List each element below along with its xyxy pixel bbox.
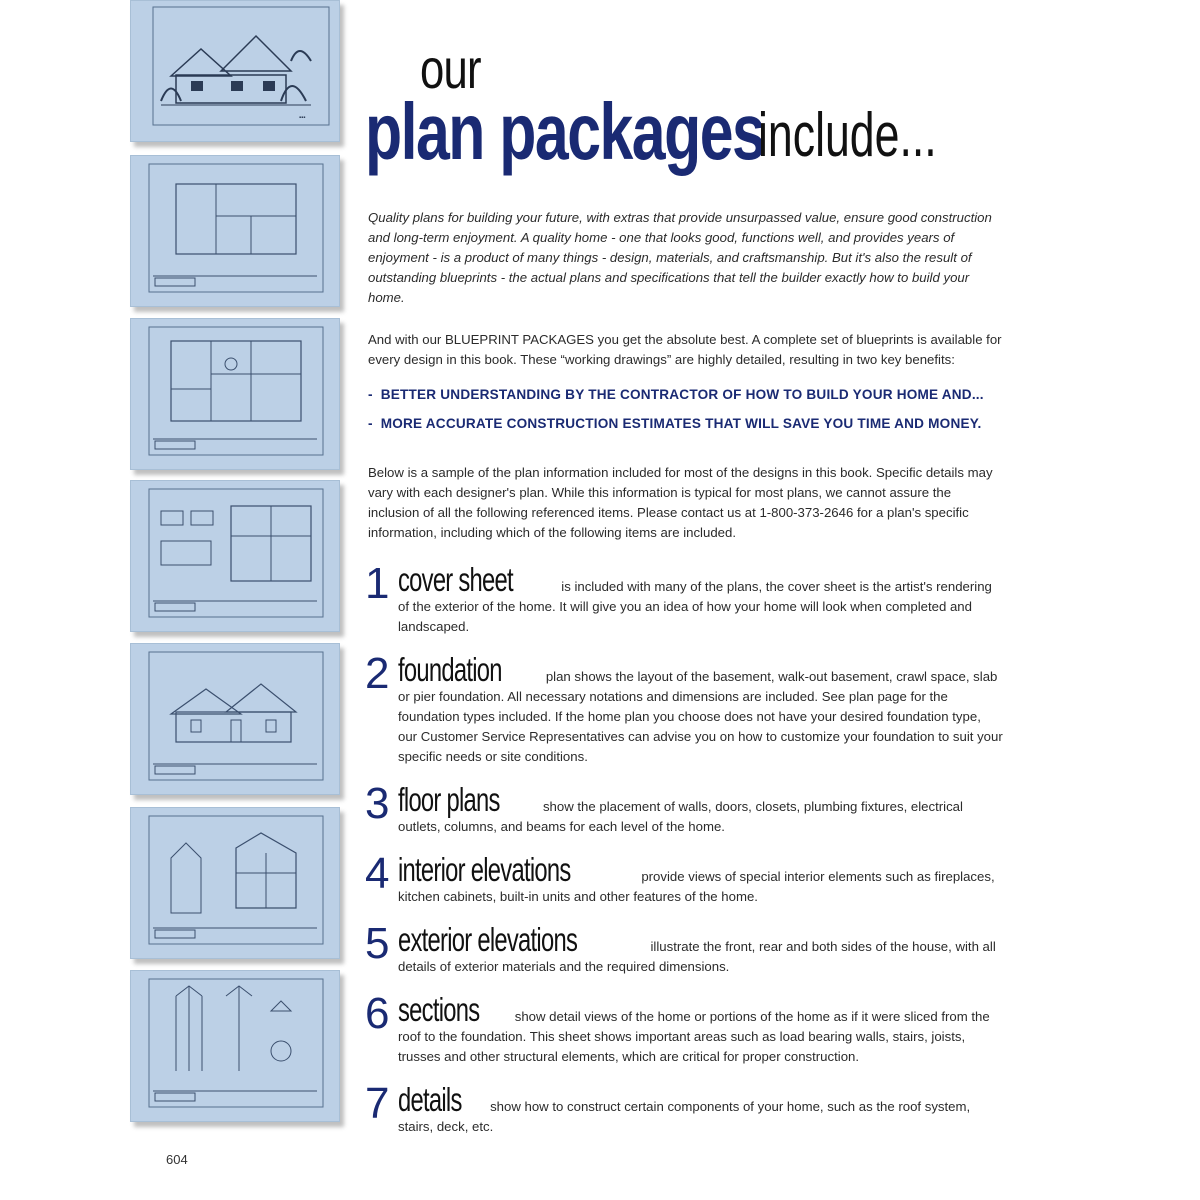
blueprint-packages-paragraph: And with our BLUEPRINT PACKAGES you get the absolute best. A complete set of blueprints is available for every design in this book. These “working drawings” are highly detailed, resulting in two key benefits: (368, 332, 1002, 367)
item-number: 4 (365, 849, 390, 898)
thumbnail-foundation (130, 155, 340, 307)
item-text: show detail views of the home or portions of the home as if it were sliced from the roof to the foundation. This sheet shows important areas such as load bearing walls, stairs, joists, trusses and other structural elements, which are critical for proper construction. (398, 1009, 990, 1064)
item-description (398, 1081, 1003, 1137)
thumbnail-cover-sheet (130, 0, 340, 142)
svg-text:▪▪▪: ▪▪▪ (299, 115, 306, 121)
item-number: 3 (365, 779, 390, 828)
item-text: is included with many of the plans, the cover sheet is the artist's rendering of the exterior of the home. It will give you an idea of how your home will look when completed and landscaped. (398, 579, 992, 634)
page-number: 604 (166, 1152, 188, 1167)
item-text: provide views of special interior elements such as fireplaces, kitchen cabinets, built-in units and other features of the home. (398, 869, 995, 904)
thumbnail-exterior-elevations (130, 643, 340, 795)
item-term: sections (398, 991, 480, 1028)
item-term: cover sheet (398, 561, 513, 598)
item-number: 7 (365, 1079, 390, 1128)
bullet-text: BETTER UNDERSTANDING BY THE CONTRACTOR OF HOW TO BUILD YOUR HOME AND... (380, 387, 984, 402)
title-line (365, 86, 937, 178)
sample-paragraph: Below is a sample of the plan information included for most of the designs in this book. Specific details may vary with each designer's plan. While this information is typical for most plans, we cannot assure the inclusion of all the following referenced items. Please contact us at 1-800-373-2646 for a plan's specific information, including which of the following items are included. (368, 465, 993, 540)
thumbnail-sections (130, 807, 340, 959)
blueprint-thumbnail-strip (130, 0, 347, 1128)
item-term: details (398, 1081, 462, 1118)
section-drawing (131, 808, 339, 958)
item-description (398, 851, 1003, 907)
foundation-plan-drawing (131, 156, 339, 306)
bullet-marker: - (368, 387, 373, 402)
bullet-marker: - (368, 416, 373, 431)
item-term: interior elevations (398, 851, 571, 888)
detail-drawing (131, 971, 339, 1121)
item-text: show the placement of walls, doors, closets, plumbing fixtures, electrical outlets, columns, and beams for each level of the home. (398, 799, 963, 834)
item-text: plan shows the layout of the basement, walk-out basement, crawl space, slab or pier foundation. All necessary notations and dimensions are included. See plan page for the foundation types included. If the home plan you choose does not have your desired foundation type, our Customer Service Representatives can advise you on how to customize your foundation to suit your specific needs or site conditions. (398, 669, 1003, 764)
exterior-elevation-drawing (131, 644, 339, 794)
title-include: include... (758, 101, 937, 170)
item-number: 1 (365, 559, 390, 608)
item-description (398, 651, 1003, 767)
benefit-bullet-1 (368, 387, 984, 402)
item-text: show how to construct certain components of your home, such as the roof system, stairs, deck, etc. (398, 1099, 971, 1134)
thumbnail-details (130, 970, 340, 1122)
item-description (398, 781, 1003, 837)
benefit-bullet-2 (368, 416, 981, 431)
item-term: foundation (398, 651, 502, 688)
item-number: 5 (365, 919, 390, 968)
house-rendering-drawing (131, 1, 339, 141)
bullet-text: MORE ACCURATE CONSTRUCTION ESTIMATES THAT WILL SAVE YOU TIME AND MONEY. (380, 416, 982, 431)
item-number: 2 (365, 649, 390, 698)
item-description (398, 561, 1003, 637)
floor-plan-drawing (131, 319, 339, 469)
thumbnail-interior-elevations (130, 480, 340, 632)
thumbnail-floor-plan (130, 318, 340, 470)
item-number: 6 (365, 989, 390, 1038)
title-plan-packages: plan packages (365, 87, 765, 176)
item-term: exterior elevations (398, 921, 578, 958)
item-description (398, 991, 1003, 1067)
intro-paragraph: Quality plans for building your future, with extras that provide unsurpassed value, ensure good construction and long-term enjoyment. A quality home - one that looks good, functions well, and provides years of enjoyment - is a product of many things - design, materials, and craftsmanship. But it's also the result of outstanding blueprints - the actual plans and specifications that tell the builder exactly how to build your home. (368, 210, 992, 305)
interior-elevation-drawing (131, 481, 339, 631)
item-text: illustrate the front, rear and both sides of the house, with all details of exterior materials and the required dimensions. (398, 939, 996, 974)
item-term: floor plans (398, 781, 500, 818)
item-description (398, 921, 1003, 977)
title-our: our (420, 37, 481, 100)
main-content (365, 0, 1005, 1200)
